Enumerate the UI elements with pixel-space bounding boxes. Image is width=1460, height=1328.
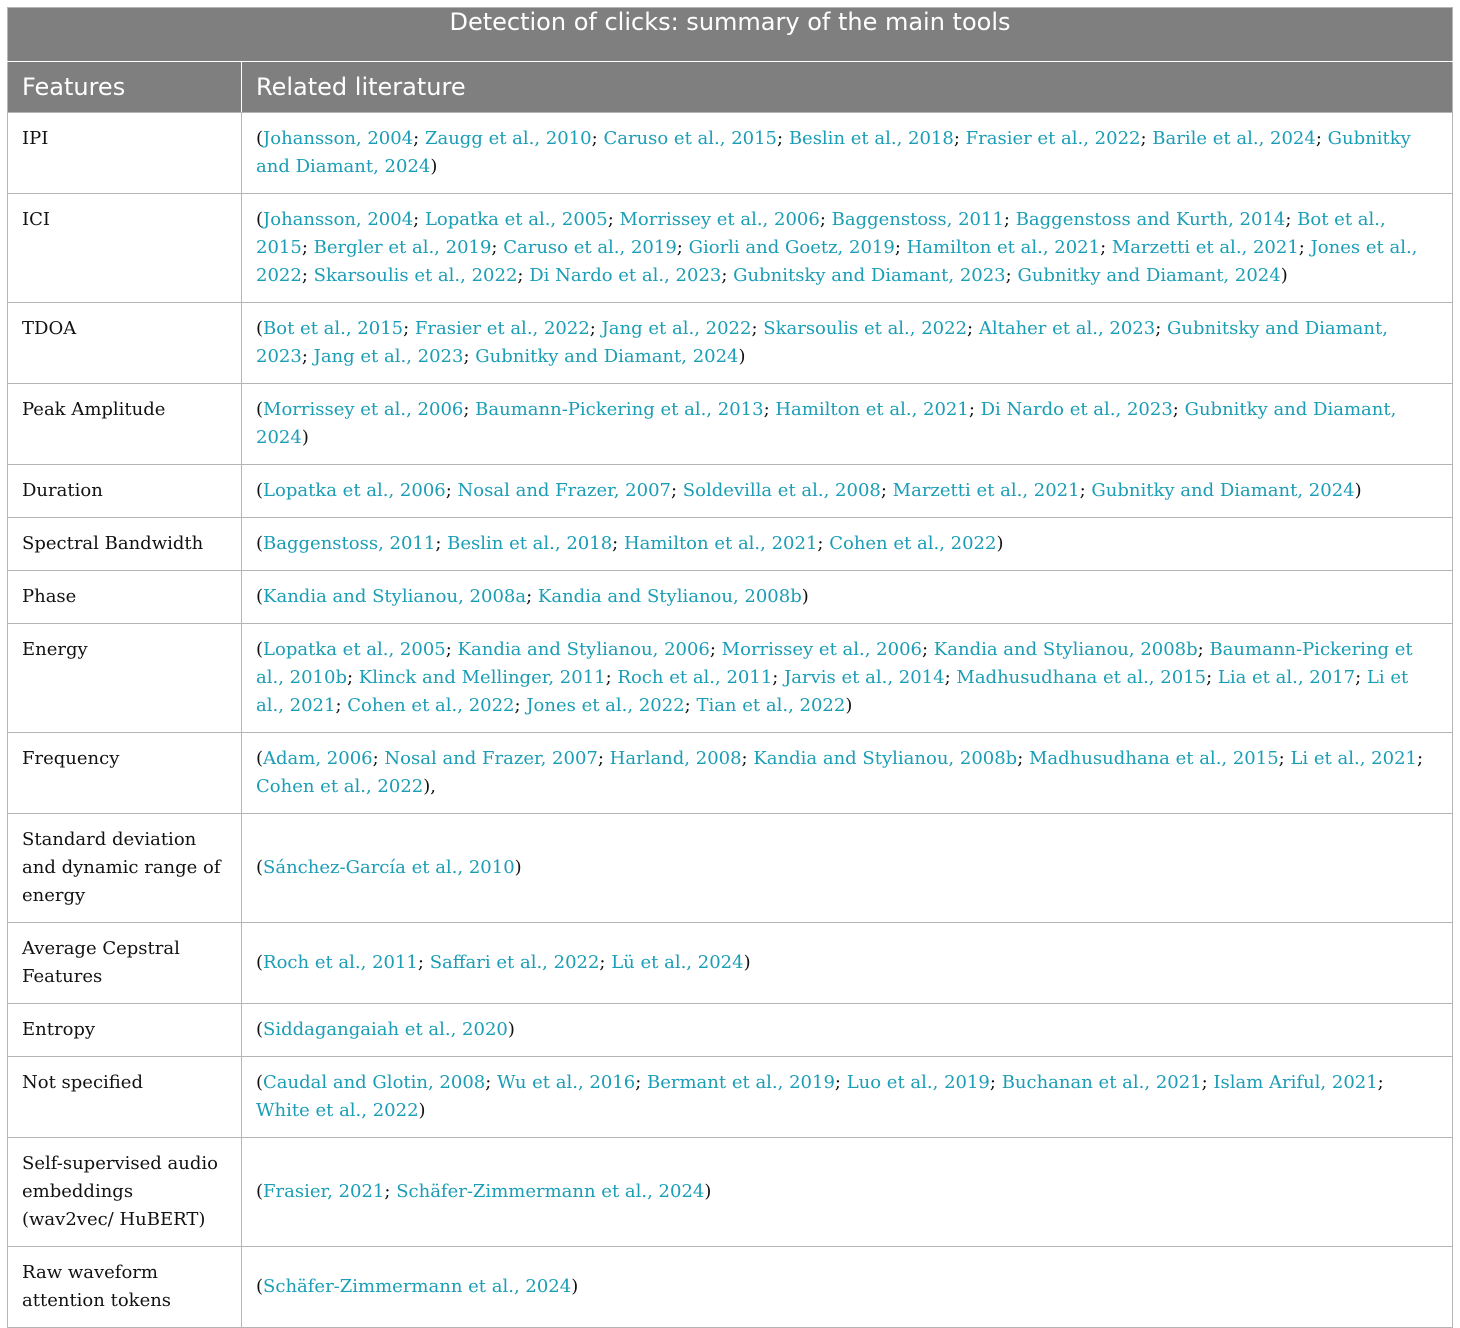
table-row bbox=[8, 518, 1453, 571]
close-paren: ) bbox=[430, 156, 438, 177]
citation-link[interactable]: Beslin et al., 2018 bbox=[447, 533, 613, 554]
citation-link[interactable]: Jones et al., 2022 bbox=[256, 237, 1418, 286]
table-body bbox=[8, 113, 1453, 1328]
citation-link[interactable]: Harland, 2008 bbox=[609, 748, 742, 769]
feature-cell: ICI bbox=[8, 194, 242, 303]
close-paren: ) bbox=[738, 346, 746, 367]
open-paren: ( bbox=[256, 399, 264, 420]
citation-separator: ; bbox=[635, 1072, 647, 1093]
citation-separator: ; bbox=[346, 667, 359, 688]
table-row bbox=[8, 1004, 1453, 1057]
citation-link[interactable]: Roch et al., 2011 bbox=[617, 667, 773, 688]
citation-link[interactable]: Soldevilla et al., 2008 bbox=[682, 480, 881, 501]
feature-cell: Frequency bbox=[8, 733, 242, 814]
citation-link[interactable]: Cohen et al., 2022 bbox=[256, 776, 424, 797]
citation-separator: ; bbox=[1079, 480, 1092, 501]
literature-cell bbox=[242, 733, 1453, 814]
open-paren: ( bbox=[256, 952, 264, 973]
citation-separator: ; bbox=[526, 586, 538, 607]
citation-separator: ; bbox=[445, 639, 458, 660]
citation-separator: ; bbox=[413, 128, 425, 149]
citation-separator: ; bbox=[1285, 209, 1298, 230]
literature-cell bbox=[242, 465, 1453, 518]
citation-separator: ; bbox=[491, 237, 504, 258]
citation-link[interactable]: Gubnitsky and Diamant, 2023 bbox=[733, 265, 1006, 286]
literature-cell bbox=[242, 814, 1453, 923]
feature-cell: Peak Amplitude bbox=[8, 384, 242, 465]
citation-link[interactable]: Skarsoulis et al., 2022 bbox=[313, 265, 518, 286]
citation-link[interactable]: Siddagangaiah et al., 2020 bbox=[263, 1019, 508, 1040]
citation-separator: ; bbox=[894, 237, 907, 258]
table-row bbox=[8, 1057, 1453, 1138]
table-row bbox=[8, 624, 1453, 733]
close-paren: ) bbox=[801, 586, 809, 607]
literature-cell bbox=[242, 923, 1453, 1004]
citation-link[interactable]: Altaher et al., 2023 bbox=[978, 318, 1156, 339]
citation-link[interactable]: Morrissey et al., 2006 bbox=[619, 209, 820, 230]
citation-link[interactable]: Jang et al., 2023 bbox=[313, 346, 464, 367]
citation-separator: ; bbox=[1017, 748, 1029, 769]
open-paren: ( bbox=[256, 1181, 264, 1202]
citation-link[interactable]: Madhusudhana et al., 2015 bbox=[956, 667, 1207, 688]
citation-link[interactable]: Hamilton et al., 2021 bbox=[906, 237, 1101, 258]
citation-link[interactable]: Gubnitky and Diamant, 2024 bbox=[475, 346, 739, 367]
table-row bbox=[8, 1138, 1453, 1247]
citation-separator: ; bbox=[301, 346, 314, 367]
citation-link[interactable]: Baumann-Pickering et al., 2013 bbox=[475, 399, 764, 420]
citation-link[interactable]: Bot et al., 2015 bbox=[256, 209, 1386, 258]
citation-separator: ; bbox=[463, 346, 476, 367]
citation-link[interactable]: Islam Ariful, 2021 bbox=[1213, 1072, 1378, 1093]
citation-separator: ; bbox=[676, 237, 689, 258]
citation-separator: ; bbox=[1172, 399, 1185, 420]
close-paren: ) bbox=[996, 533, 1004, 554]
citation-separator: ; bbox=[589, 318, 602, 339]
citation-link[interactable]: Li et al., 2021 bbox=[256, 667, 1409, 716]
citation-link[interactable]: Marzetti et al., 2021 bbox=[1111, 237, 1299, 258]
citation-separator: ; bbox=[301, 237, 314, 258]
citation-separator: ; bbox=[599, 952, 612, 973]
citation-separator: ; bbox=[922, 639, 934, 660]
summary-table-container bbox=[7, 7, 1453, 1328]
citation-separator: ; bbox=[751, 318, 764, 339]
citation-link[interactable]: Roch et al., 2011 bbox=[263, 952, 418, 973]
citation-link[interactable]: Kandia and Stylianou, 2008b bbox=[537, 586, 802, 607]
close-paren: ) bbox=[418, 1100, 426, 1121]
citation-separator: ; bbox=[1206, 667, 1218, 688]
literature-cell bbox=[242, 1004, 1453, 1057]
citation-separator: ; bbox=[1298, 237, 1311, 258]
feature-cell: Self-supervised audio embeddings (wav2vec/ HuBERT) bbox=[8, 1138, 242, 1247]
citation-link[interactable]: Bermant et al., 2019 bbox=[647, 1072, 835, 1093]
citation-separator: ; bbox=[772, 667, 785, 688]
literature-cell bbox=[242, 518, 1453, 571]
citation-separator: ; bbox=[514, 695, 527, 716]
citation-link[interactable]: Johansson, 2004 bbox=[263, 209, 414, 230]
citation-link[interactable]: Hamilton et al., 2021 bbox=[775, 399, 969, 420]
citation-separator: ; bbox=[1003, 209, 1016, 230]
citation-separator: ; bbox=[1100, 237, 1112, 258]
feature-cell: Average Cepstral Features bbox=[8, 923, 242, 1004]
citation-link[interactable]: Baggenstoss, 2011 bbox=[831, 209, 1004, 230]
citation-link[interactable]: Kandia and Stylianou, 2008b bbox=[933, 639, 1198, 660]
close-paren: ), bbox=[423, 776, 436, 797]
citation-link[interactable]: Gubnitky and Diamant, 2024 bbox=[256, 128, 1411, 177]
citation-separator: ; bbox=[1377, 1072, 1384, 1093]
citation-link[interactable]: Morrissey et al., 2006 bbox=[263, 399, 464, 420]
open-paren: ( bbox=[256, 1072, 264, 1093]
table-row bbox=[8, 465, 1453, 518]
citation-separator: ; bbox=[301, 265, 314, 286]
citation-link[interactable]: Johansson, 2004 bbox=[263, 128, 414, 149]
citation-link[interactable]: White et al., 2022 bbox=[256, 1100, 419, 1121]
citation-separator: ; bbox=[605, 667, 618, 688]
citation-link[interactable]: Zaugg et al., 2010 bbox=[424, 128, 592, 149]
feature-cell: Spectral Bandwidth bbox=[8, 518, 242, 571]
citation-link[interactable]: Marzetti et al., 2021 bbox=[892, 480, 1080, 501]
citation-link[interactable]: Baumann-Pickering et al., 2010b bbox=[256, 639, 1413, 688]
citation-separator: ; bbox=[517, 265, 530, 286]
citation-link[interactable]: Lopatka et al., 2006 bbox=[263, 480, 446, 501]
citation-link[interactable]: Kandia and Stylianou, 2008b bbox=[753, 748, 1018, 769]
citation-separator: ; bbox=[968, 399, 981, 420]
citation-link[interactable]: Luo et al., 2019 bbox=[846, 1072, 990, 1093]
citation-link[interactable]: Saffari et al., 2022 bbox=[429, 952, 600, 973]
feature-cell: TDOA bbox=[8, 303, 242, 384]
citation-separator: ; bbox=[834, 1072, 847, 1093]
literature-cell bbox=[242, 303, 1453, 384]
feature-cell: Energy bbox=[8, 624, 242, 733]
citation-link[interactable]: Hamilton et al., 2021 bbox=[623, 533, 818, 554]
citation-link[interactable]: Schäfer-Zimmermann et al., 2024 bbox=[263, 1276, 572, 1297]
table-row bbox=[8, 113, 1453, 194]
column-header-features: Features bbox=[8, 62, 242, 113]
open-paren: ( bbox=[256, 857, 264, 878]
close-paren: ) bbox=[1354, 480, 1362, 501]
close-paren: ) bbox=[1280, 265, 1288, 286]
literature-cell bbox=[242, 1057, 1453, 1138]
open-paren: ( bbox=[256, 209, 264, 230]
citation-separator: ; bbox=[741, 748, 754, 769]
citation-link[interactable]: Skarsoulis et al., 2022 bbox=[763, 318, 968, 339]
citation-separator: ; bbox=[1278, 748, 1291, 769]
citation-link[interactable]: Di Nardo et al., 2023 bbox=[529, 265, 722, 286]
feature-cell: Not specified bbox=[8, 1057, 242, 1138]
citation-link[interactable]: Cohen et al., 2022 bbox=[347, 695, 515, 716]
open-paren: ( bbox=[256, 1276, 264, 1297]
literature-cell bbox=[242, 113, 1453, 194]
citation-link[interactable]: Schäfer-Zimmermann et al., 2024 bbox=[396, 1181, 705, 1202]
citation-separator: ; bbox=[1416, 748, 1424, 769]
citation-link[interactable]: Madhusudhana et al., 2015 bbox=[1029, 748, 1279, 769]
citation-link[interactable]: Kandia and Stylianou, 2008a bbox=[263, 586, 527, 607]
citation-link[interactable]: Li et al., 2021 bbox=[1290, 748, 1417, 769]
open-paren: ( bbox=[256, 128, 264, 149]
literature-cell bbox=[242, 1138, 1453, 1247]
citation-separator: ; bbox=[817, 533, 830, 554]
literature-cell bbox=[242, 571, 1453, 624]
citation-separator: ; bbox=[1201, 1072, 1214, 1093]
column-header-related-literature: Related literature bbox=[242, 62, 1453, 113]
open-paren: ( bbox=[256, 748, 264, 769]
citation-separator: ; bbox=[463, 399, 476, 420]
close-paren: ) bbox=[301, 427, 309, 448]
close-paren: ) bbox=[743, 952, 751, 973]
citation-separator: ; bbox=[989, 1072, 1002, 1093]
citation-separator: ; bbox=[1005, 265, 1018, 286]
citation-link[interactable]: Frasier, 2021 bbox=[263, 1181, 385, 1202]
citation-link[interactable]: Beslin et al., 2018 bbox=[788, 128, 954, 149]
citation-separator: ; bbox=[597, 748, 610, 769]
citation-link[interactable]: Giorli and Goetz, 2019 bbox=[688, 237, 895, 258]
open-paren: ( bbox=[256, 1019, 264, 1040]
citation-link[interactable]: Lopatka et al., 2005 bbox=[263, 639, 446, 660]
table-row bbox=[8, 384, 1453, 465]
citation-separator: ; bbox=[335, 695, 348, 716]
table-row bbox=[8, 194, 1453, 303]
table-row bbox=[8, 571, 1453, 624]
citation-separator: ; bbox=[763, 399, 776, 420]
citation-link[interactable]: Caruso et al., 2019 bbox=[503, 237, 677, 258]
citation-link[interactable]: Gubnitky and Diamant, 2024 bbox=[1017, 265, 1281, 286]
open-paren: ( bbox=[256, 480, 264, 501]
citation-link[interactable]: Adam, 2006 bbox=[263, 748, 373, 769]
citation-link[interactable]: Kandia and Stylianou, 2006 bbox=[457, 639, 710, 660]
citation-link[interactable]: Klinck and Mellinger, 2011 bbox=[358, 667, 606, 688]
open-paren: ( bbox=[256, 639, 264, 660]
citation-link[interactable]: Jones et al., 2022 bbox=[526, 695, 685, 716]
citation-separator: ; bbox=[612, 533, 624, 554]
citation-link[interactable]: Jarvis et al., 2014 bbox=[784, 667, 945, 688]
citation-link[interactable]: Wu et al., 2016 bbox=[497, 1072, 636, 1093]
citation-link[interactable]: Bot et al., 2015 bbox=[263, 318, 404, 339]
close-paren: ) bbox=[571, 1276, 579, 1297]
citation-separator: ; bbox=[671, 480, 683, 501]
open-paren: ( bbox=[256, 586, 264, 607]
citation-link[interactable]: Gubnitky and Diamant, 2024 bbox=[256, 399, 1397, 448]
citation-separator: ; bbox=[1155, 318, 1168, 339]
table-title: Detection of clicks: summary of the main tools bbox=[8, 8, 1453, 62]
feature-cell: Phase bbox=[8, 571, 242, 624]
close-paren: ) bbox=[845, 695, 853, 716]
citation-link[interactable]: Gubnitsky and Diamant, 2023 bbox=[256, 318, 1388, 367]
citation-link[interactable]: Jang et al., 2022 bbox=[601, 318, 752, 339]
citation-separator: ; bbox=[777, 128, 789, 149]
citation-link[interactable]: Cohen et al., 2022 bbox=[829, 533, 997, 554]
citation-separator: ; bbox=[721, 265, 734, 286]
citation-separator: ; bbox=[607, 209, 620, 230]
table-row bbox=[8, 1247, 1453, 1328]
citation-separator: ; bbox=[1140, 128, 1153, 149]
literature-cell bbox=[242, 1247, 1453, 1328]
citation-separator: ; bbox=[1197, 639, 1210, 660]
citation-link[interactable]: Nosal and Frazer, 2007 bbox=[384, 748, 598, 769]
citation-link[interactable]: Di Nardo et al., 2023 bbox=[980, 399, 1173, 420]
citation-separator: ; bbox=[485, 1072, 498, 1093]
citation-link[interactable]: Tian et al., 2022 bbox=[696, 695, 846, 716]
table-row bbox=[8, 733, 1453, 814]
citation-separator: ; bbox=[445, 480, 458, 501]
citation-link[interactable]: Baggenstoss, 2011 bbox=[263, 533, 436, 554]
table-row bbox=[8, 923, 1453, 1004]
citation-separator: ; bbox=[413, 209, 425, 230]
citation-link[interactable]: Lia et al., 2017 bbox=[1217, 667, 1356, 688]
citation-link[interactable]: Baggenstoss and Kurth, 2014 bbox=[1015, 209, 1286, 230]
citation-link[interactable]: Sánchez-García et al., 2010 bbox=[263, 857, 515, 878]
citation-separator: ; bbox=[709, 639, 722, 660]
feature-cell: Raw waveform attention tokens bbox=[8, 1247, 242, 1328]
citation-link[interactable]: Barile et al., 2024 bbox=[1152, 128, 1316, 149]
close-paren: ) bbox=[514, 857, 522, 878]
literature-cell bbox=[242, 384, 1453, 465]
literature-cell bbox=[242, 624, 1453, 733]
citation-link[interactable]: Frasier et al., 2022 bbox=[965, 128, 1141, 149]
citation-separator: ; bbox=[1355, 667, 1367, 688]
summary-table bbox=[7, 7, 1453, 1328]
citation-separator: ; bbox=[819, 209, 832, 230]
close-paren: ) bbox=[507, 1019, 515, 1040]
citation-separator: ; bbox=[684, 695, 697, 716]
citation-separator: ; bbox=[880, 480, 893, 501]
citation-link[interactable]: Lü et al., 2024 bbox=[611, 952, 744, 973]
citation-separator: ; bbox=[372, 748, 385, 769]
open-paren: ( bbox=[256, 318, 264, 339]
citation-separator: ; bbox=[384, 1181, 397, 1202]
feature-cell: Entropy bbox=[8, 1004, 242, 1057]
citation-separator: ; bbox=[591, 128, 604, 149]
feature-cell: Standard deviation and dynamic range of energy bbox=[8, 814, 242, 923]
citation-separator: ; bbox=[953, 128, 966, 149]
citation-separator: ; bbox=[944, 667, 957, 688]
citation-separator: ; bbox=[967, 318, 979, 339]
citation-link[interactable]: Frasier et al., 2022 bbox=[414, 318, 590, 339]
citation-link[interactable]: Buchanan et al., 2021 bbox=[1001, 1072, 1202, 1093]
citation-link[interactable]: Nosal and Frazer, 2007 bbox=[457, 480, 671, 501]
citation-link[interactable]: Morrissey et al., 2006 bbox=[721, 639, 922, 660]
citation-separator: ; bbox=[403, 318, 415, 339]
citation-link[interactable]: Caruso et al., 2015 bbox=[603, 128, 778, 149]
citation-link[interactable]: Lopatka et al., 2005 bbox=[424, 209, 608, 230]
table-row bbox=[8, 814, 1453, 923]
citation-link[interactable]: Caudal and Glotin, 2008 bbox=[263, 1072, 486, 1093]
feature-cell: Duration bbox=[8, 465, 242, 518]
feature-cell: IPI bbox=[8, 113, 242, 194]
citation-separator: ; bbox=[1315, 128, 1328, 149]
close-paren: ) bbox=[704, 1181, 712, 1202]
literature-cell bbox=[242, 194, 1453, 303]
citation-separator: ; bbox=[435, 533, 448, 554]
citation-link[interactable]: Bergler et al., 2019 bbox=[313, 237, 492, 258]
citation-separator: ; bbox=[417, 952, 430, 973]
open-paren: ( bbox=[256, 533, 264, 554]
citation-link[interactable]: Gubnitky and Diamant, 2024 bbox=[1091, 480, 1355, 501]
table-row bbox=[8, 303, 1453, 384]
